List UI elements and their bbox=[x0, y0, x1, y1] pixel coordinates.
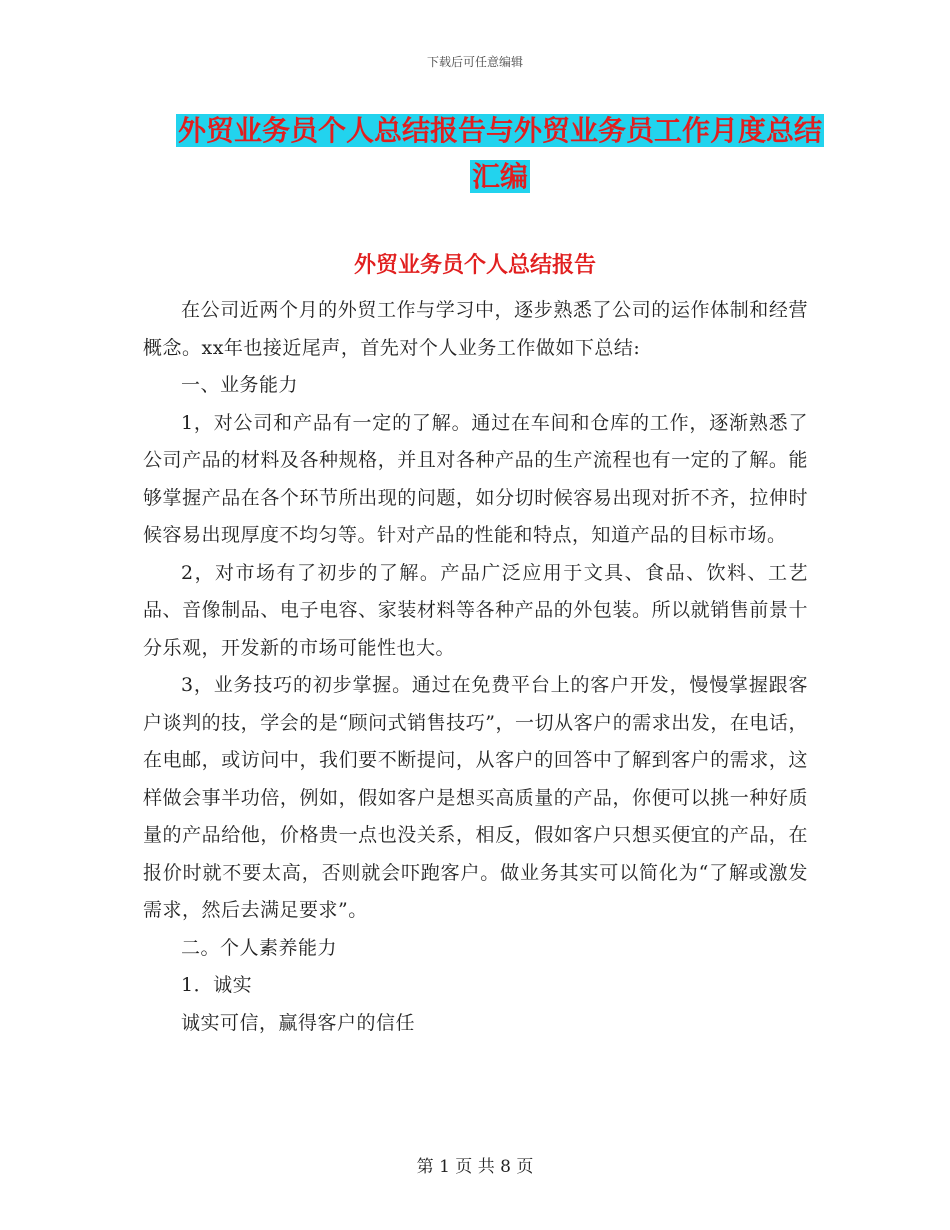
header-note: 下载后可任意编辑 bbox=[426, 55, 523, 69]
document-title-line-1: 外贸业务员个人总结报告与外贸业务员工作月度总结 bbox=[177, 114, 822, 147]
heading-business-ability: 一、业务能力 bbox=[181, 374, 299, 396]
subheading-honesty: 1．诚实 bbox=[181, 974, 253, 996]
paragraph-item-1: 1，对公司和产品有一定的了解。通过在车间和仓库的工作，逐渐熟悉了公司产品的材料及各种规格，并且对各种产品的生产流程也有一定的了解。能够掌握产品在各个环节所出现的问题，如分切时候容易出现对折不齐，拉伸时候容易出现厚度不均匀等。针对产品的性能和特点，知道产品的目标市场。 bbox=[143, 411, 808, 546]
document-title bbox=[130, 108, 870, 200]
document-body bbox=[143, 292, 808, 1042]
paragraph-intro: 在公司近两个月的外贸工作与学习中，逐步熟悉了公司的运作体制和经营概念。xx年也接近尾声，首先对个人业务工作做如下总结: bbox=[143, 299, 808, 359]
paragraph-honesty: 诚实可信，赢得客户的信任 bbox=[181, 1011, 416, 1034]
section-title: 外贸业务员个人总结报告 bbox=[353, 253, 596, 278]
heading-personal-quality: 二。个人素养能力 bbox=[181, 936, 338, 959]
paragraph-item-2: 2，对市场有了初步的了解。产品广泛应用于文具、食品、饮料、工艺品、音像制品、电子电容、家装材料等各种产品的外包装。所以就销售前景十分乐观，开发新的市场可能性也大。 bbox=[143, 561, 808, 659]
paragraph-item-3: 3，业务技巧的初步掌握。通过在免费平台上的客户开发，慢慢掌握跟客户谈判的技，学会的是“顾问式销售技巧”，一切从客户的需求出发，在电话，在电邮，或访问中，我们要不断提问，从客户的回答中了解到客户的需求，这样做会事半功倍，例如，假如客户是想买高质量的产品，你便可以挑一种好质量的产品给他，价格贵一点也没关系，相反，假如客户只想买便宜的产品，在报价时就不要太高，否则就会吓跑客户。做业务其实可以简化为“了解或激发需求，然后去满足要求”。 bbox=[143, 674, 808, 921]
document-title-line-2: 汇编 bbox=[471, 160, 528, 193]
page-footer: 第 1 页 共 8 页 bbox=[416, 1157, 534, 1177]
